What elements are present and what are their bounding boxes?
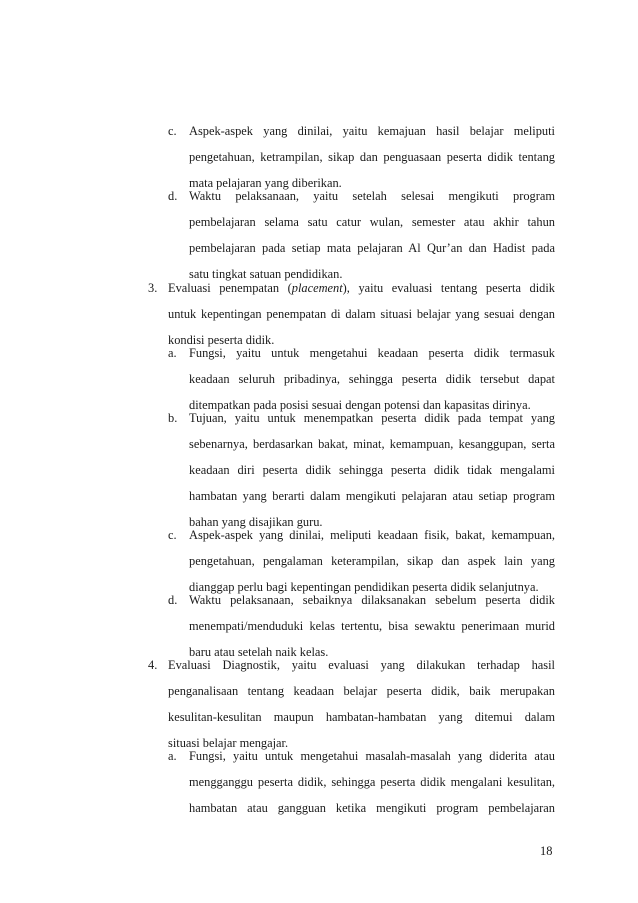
- text-line: kondisi peserta didik.: [168, 333, 275, 347]
- text-line: ditempatkan pada posisi sesuai dengan potensi dan kapasitas dirinya.: [189, 398, 531, 412]
- list-marker: b.: [168, 411, 178, 425]
- text-line: kesulitan-kesulitan maupun hambatan-hambatan yang ditemui dalam: [168, 710, 555, 724]
- text-line: mengganggu peserta didik, sehingga peserta didik mengalani kesulitan,: [189, 775, 555, 789]
- list-marker: a.: [168, 749, 177, 763]
- text-line: dianggap perlu bagi kepentingan pendidikan peserta didik selanjutnya.: [189, 580, 539, 594]
- page-number: 18: [540, 844, 553, 858]
- text-run: Evaluasi penempatan (: [168, 281, 292, 295]
- list-marker: 3.: [148, 281, 158, 295]
- text-line: untuk kepentingan penempatan di dalam situasi belajar yang sesuai dengan: [168, 307, 555, 321]
- list-marker: d.: [168, 189, 178, 203]
- text-line: keadaan seluruh pribadinya, sehingga peserta didik tersebut dapat: [189, 372, 555, 386]
- text-line: pengetahuan, pengalaman keterampilan, sikap dan aspek lain yang: [189, 554, 555, 568]
- text-line: keadaan diri peserta didik sehingga peserta didik tidak mengalami: [189, 463, 555, 477]
- text-line: bahan yang disajikan guru.: [189, 515, 323, 529]
- list-marker: 4.: [148, 658, 158, 672]
- text-line: pengetahuan, ketrampilan, sikap dan penguasaan peserta didik tentang: [189, 150, 555, 164]
- text-run: ), yaitu evaluasi tentang peserta didik: [342, 281, 556, 295]
- list-marker: c.: [168, 528, 177, 542]
- text-line: Aspek-aspek yang dinilai, yaitu kemajuan hasil belajar meliputi: [189, 124, 555, 138]
- text-line: pembelajaran pada setiap mata pelajaran Al Qur’an dan Hadist pada: [189, 241, 555, 255]
- text-line: Fungsi, yaitu untuk mengetahui keadaan peserta didik termasuk: [189, 346, 555, 360]
- text-line: Evaluasi Diagnostik, yaitu evaluasi yang dilakukan terhadap hasil: [168, 658, 555, 672]
- text-line: Waktu pelaksanaan, yaitu setelah selesai mengikuti program: [189, 189, 555, 203]
- text-line: penganalisaan tentang keadaan belajar peserta didik, baik merupakan: [168, 684, 555, 698]
- list-marker: d.: [168, 593, 178, 607]
- text-line: pembelajaran selama satu catur wulan, semester atau akhir tahun: [189, 215, 555, 229]
- text-line: [168, 280, 555, 296]
- text-line: hambatan yang berarti dalam mengikuti pelajaran atau setiap program: [189, 489, 555, 503]
- text-line: Aspek-aspek yang dinilai, meliputi keadaan fisik, bakat, kemampuan,: [189, 528, 555, 542]
- text-line: Fungsi, yaitu untuk mengetahui masalah-masalah yang diderita atau: [189, 749, 555, 763]
- text-line: menempati/menduduki kelas tertentu, bisa sewaktu penerimaan murid: [189, 619, 555, 633]
- list-marker: a.: [168, 346, 177, 360]
- text-line: baru atau setelah naik kelas.: [189, 645, 329, 659]
- text-line: Tujuan, yaitu untuk menempatkan peserta didik pada tempat yang: [189, 411, 555, 425]
- text-line: situasi belajar mengajar.: [168, 736, 289, 750]
- text-line: hambatan atau gangguan ketika mengikuti program pembelajaran: [189, 801, 555, 815]
- text-line: Waktu pelaksanaan, sebaiknya dilaksanakan sebelum peserta didik: [189, 593, 555, 607]
- text-line: sebenarnya, berdasarkan bakat, minat, kemampuan, kesanggupan, serta: [189, 437, 555, 451]
- list-marker: c.: [168, 124, 177, 138]
- emphasis-term: placement: [291, 281, 343, 295]
- text-line: mata pelajaran yang diberikan.: [189, 176, 342, 190]
- text-line: satu tingkat satuan pendidikan.: [189, 267, 343, 281]
